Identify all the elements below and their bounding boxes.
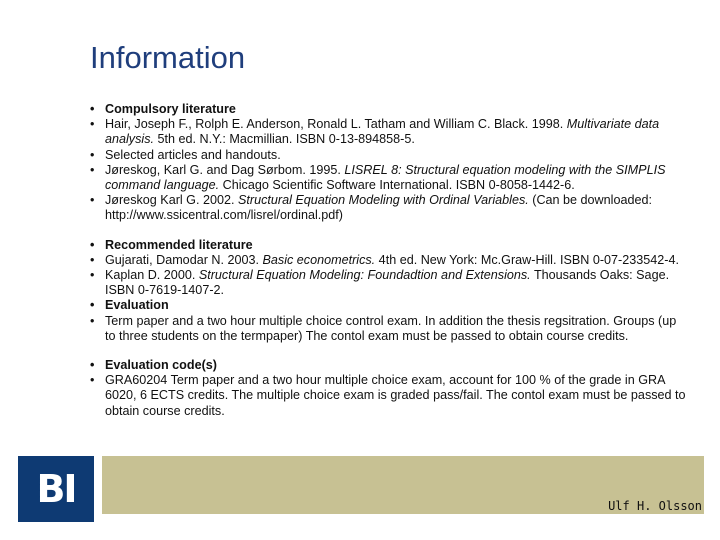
logo-text: BI [36, 467, 76, 511]
bullet-list-compulsory [86, 102, 686, 224]
list-item [86, 163, 686, 193]
list-item [86, 373, 686, 419]
citation-text: 4th ed. New York: Mc.Graw-Hill. ISBN 0-07-233542-4. [375, 252, 679, 267]
citation-text: Kaplan D. 2000. [105, 268, 199, 283]
citation-text: Jøreskog, Karl G. and Dag Sørbom. 1995. [105, 162, 345, 177]
heading-recommended-literature: Recommended literature [105, 237, 253, 252]
list-text: GRA60204 Term paper and a two hour multiple choice exam, account for 100 % of the grade in GRA 6020, 6 ECTS credits. The multiple choice exam is graded pass/fail. The contol exam must be passed to obtain course credits. [105, 373, 686, 418]
citation-text: Gujarati, Damodar N. 2003. [105, 252, 263, 267]
citation-text: Jøreskog Karl G. 2002. [105, 193, 238, 208]
bullet-list-evaluation-codes [86, 358, 686, 419]
list-item [86, 117, 686, 147]
list-item [86, 268, 686, 298]
citation-title: Basic econometrics. [262, 252, 376, 267]
footer-band-lower [102, 514, 704, 540]
list-item [86, 314, 686, 344]
citation-text: 5th ed. N.Y.: Macmillian. ISBN 0-13-894858-5. [154, 132, 415, 147]
list-item [86, 102, 686, 117]
list-item [86, 253, 686, 268]
citation-text: Thousands Oaks: Sage. ISBN 0-7619-1407-2. [105, 268, 670, 298]
list-item [86, 238, 686, 253]
citation-text: Chicago Scientific Software International. ISBN 0-8058-1442-6. [219, 178, 575, 193]
bullet-list-recommended [86, 238, 686, 344]
list-item [86, 358, 686, 373]
slide-title: Information [90, 40, 246, 75]
citation-title: Multivariate data analysis. [105, 117, 660, 147]
list-item [86, 298, 686, 313]
list-item [86, 148, 686, 163]
citation-title: LISREL 8: Structural equation modeling with the SIMPLIS command language. [105, 162, 666, 193]
citation-text: Hair, Joseph F., Rolph E. Anderson, Ronald L. Tatham and William C. Black. 1998. [105, 117, 567, 132]
heading-evaluation: Evaluation [105, 298, 169, 313]
citation-text: (Can be downloaded: http://www.ssicentral.com/lisrel/ordinal.pdf) [105, 193, 652, 223]
heading-evaluation-codes: Evaluation code(s) [105, 358, 217, 373]
citation-title: Structural Equation Modeling: Foundadtion and Extensions. [198, 268, 531, 283]
citation-title: Structural Equation Modeling with Ordinal Variables. [238, 193, 529, 208]
list-item [86, 193, 686, 223]
author-name: Ulf H. Olsson [608, 499, 702, 513]
slide-content [86, 102, 686, 419]
bi-logo [18, 456, 94, 522]
list-text: Term paper and a two hour multiple choice control exam. In addition the thesis regsitration. Groups (up to three students on the termpaper) The contol exam must be passed to obtain course credits. [105, 313, 677, 343]
list-text: Selected articles and handouts. [105, 147, 281, 162]
heading-compulsory-literature: Compulsory literature [105, 102, 236, 116]
